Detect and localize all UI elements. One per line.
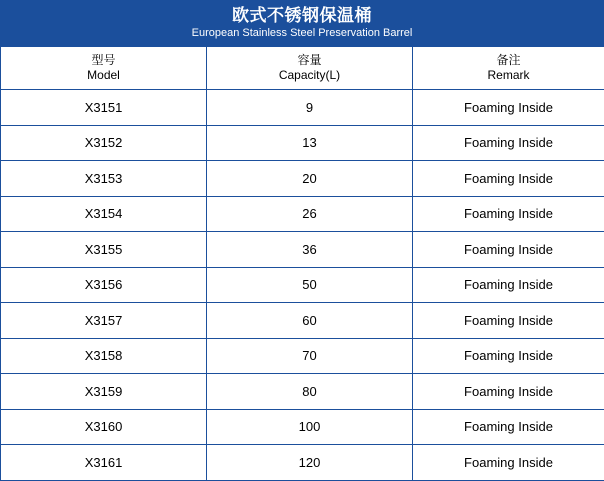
page-title-en: European Stainless Steel Preservation Barrel xyxy=(0,26,604,40)
column-header-model-en: Model xyxy=(1,68,206,83)
cell-capacity: 9 xyxy=(207,90,413,126)
cell-model: X3157 xyxy=(1,303,207,339)
cell-capacity: 100 xyxy=(207,409,413,445)
cell-model: X3156 xyxy=(1,267,207,303)
column-header-model-cn: 型号 xyxy=(1,53,206,68)
table-row xyxy=(1,303,604,339)
table-row xyxy=(1,125,604,161)
cell-capacity: 13 xyxy=(207,125,413,161)
column-header-capacity xyxy=(207,47,413,90)
column-header-capacity-cn: 容量 xyxy=(207,53,412,68)
title-bar xyxy=(0,0,604,46)
cell-capacity: 20 xyxy=(207,161,413,197)
column-header-remark-cn: 备注 xyxy=(413,53,604,68)
table-row xyxy=(1,445,604,481)
page-title-cn: 欧式不锈钢保温桶 xyxy=(0,5,604,26)
table-row xyxy=(1,232,604,268)
table-row xyxy=(1,267,604,303)
cell-remark: Foaming Inside xyxy=(413,338,604,374)
cell-remark: Foaming Inside xyxy=(413,125,604,161)
cell-capacity: 80 xyxy=(207,374,413,410)
table-row xyxy=(1,409,604,445)
specification-table xyxy=(0,46,604,481)
table-header-row xyxy=(1,47,604,90)
cell-model: X3152 xyxy=(1,125,207,161)
cell-remark: Foaming Inside xyxy=(413,232,604,268)
cell-remark: Foaming Inside xyxy=(413,196,604,232)
cell-model: X3159 xyxy=(1,374,207,410)
cell-remark: Foaming Inside xyxy=(413,303,604,339)
cell-remark: Foaming Inside xyxy=(413,445,604,481)
table-row xyxy=(1,338,604,374)
cell-remark: Foaming Inside xyxy=(413,90,604,126)
cell-model: X3160 xyxy=(1,409,207,445)
cell-capacity: 50 xyxy=(207,267,413,303)
cell-model: X3154 xyxy=(1,196,207,232)
column-header-capacity-en: Capacity(L) xyxy=(207,68,412,83)
cell-model: X3161 xyxy=(1,445,207,481)
column-header-remark xyxy=(413,47,604,90)
cell-remark: Foaming Inside xyxy=(413,409,604,445)
cell-model: X3151 xyxy=(1,90,207,126)
cell-capacity: 26 xyxy=(207,196,413,232)
column-header-remark-en: Remark xyxy=(413,68,604,83)
column-header-model xyxy=(1,47,207,90)
cell-remark: Foaming Inside xyxy=(413,161,604,197)
table-row xyxy=(1,161,604,197)
cell-remark: Foaming Inside xyxy=(413,267,604,303)
cell-capacity: 36 xyxy=(207,232,413,268)
cell-capacity: 70 xyxy=(207,338,413,374)
cell-model: X3155 xyxy=(1,232,207,268)
cell-model: X3153 xyxy=(1,161,207,197)
table-row xyxy=(1,196,604,232)
cell-remark: Foaming Inside xyxy=(413,374,604,410)
cell-capacity: 120 xyxy=(207,445,413,481)
table-row xyxy=(1,374,604,410)
cell-model: X3158 xyxy=(1,338,207,374)
table-row xyxy=(1,90,604,126)
cell-capacity: 60 xyxy=(207,303,413,339)
